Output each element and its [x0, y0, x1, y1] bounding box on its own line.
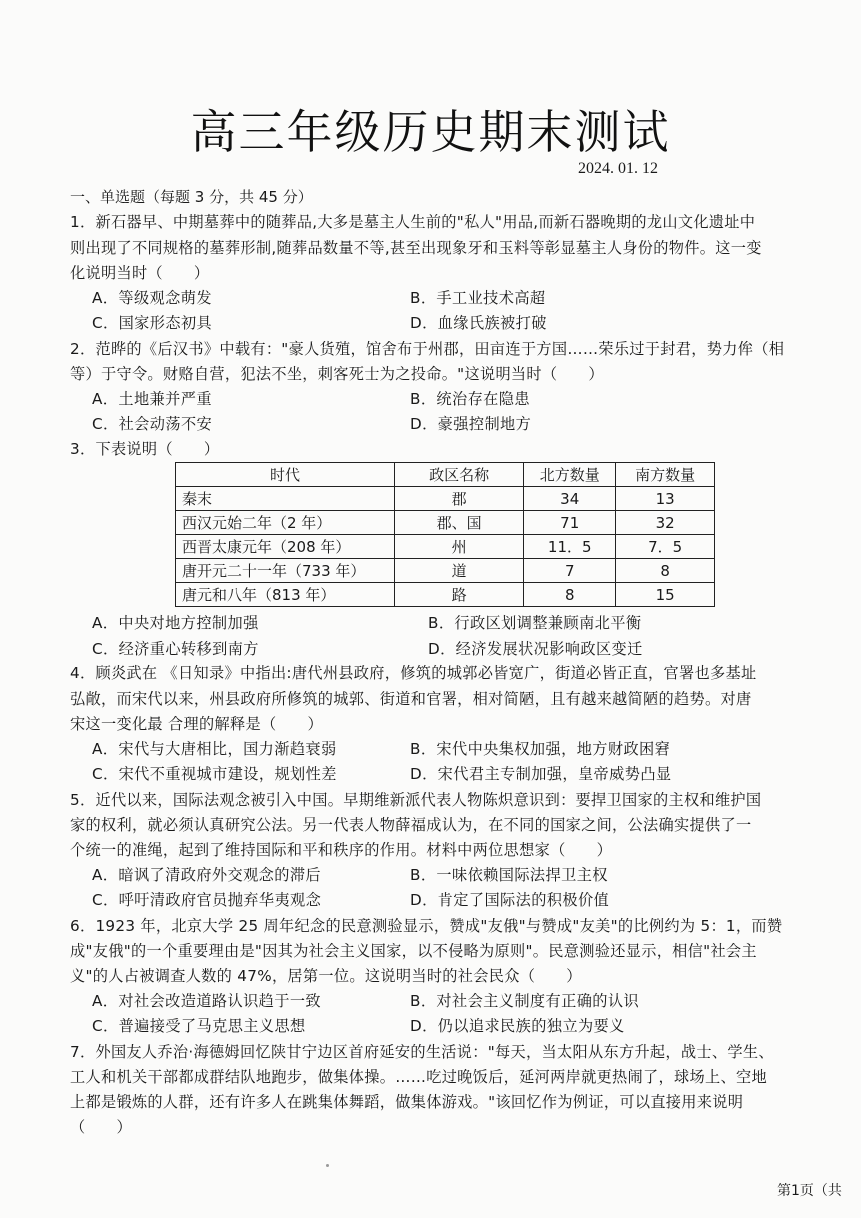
question-3-option-c[interactable]: C．经济重心转移到南方: [92, 640, 259, 658]
question-6-line-1: 6．1923 年，北京大学 25 周年纪念的民意测验显示，赞成"友俄"与赞成"友美"的比例约为 5：1，而赞: [70, 917, 783, 935]
question-7-line-1: 7．外国友人乔治·海德姆回忆陕甘宁边区首府延安的生活说："每天，当太阳从东方升起，战士、学生、: [70, 1043, 774, 1061]
question-7-line-2: 工人和机关干部都成群结队地跑步，做集体操。……吃过晚饭后，延河两岸就更热闹了，球场上、空地: [70, 1068, 767, 1086]
question-3-option-d[interactable]: D．经济发展状况影响政区变迁: [428, 640, 643, 658]
table-cell-north: 11．5: [524, 535, 616, 559]
question-2-line-2: 等）于守令。财赂自营，犯法不坐，刺客死士为之投命。"这说明当时（ ）: [70, 365, 604, 383]
table-row: [176, 535, 715, 559]
table-cell-north: 71: [524, 511, 616, 535]
question-4-line-2: 弘敞，而宋代以来，州县政府所修筑的城郭、街道和官署，相对简陋，且有越来越简陋的趋势。对唐: [70, 690, 752, 708]
question-6-option-a[interactable]: A．对社会改造道路认识趋于一致: [92, 992, 322, 1010]
table-cell-era: 西汉元始二年（2 年）: [176, 511, 395, 535]
table-cell-south: 7．5: [616, 535, 715, 559]
question-5-line-1: 5．近代以来，国际法观念被引入中国。早期维新派代表人物陈炽意识到：要捍卫国家的主权和维护国: [70, 791, 762, 809]
table-cell-era: 秦末: [176, 487, 395, 511]
question-6-option-c[interactable]: C．普遍接受了马克思主义思想: [92, 1017, 306, 1035]
question-1-line-3: 化说明当时（ ）: [70, 264, 210, 282]
table-cell-division: 郡: [395, 487, 524, 511]
question-6-option-d[interactable]: D．仍以追求民族的独立为要义: [410, 1017, 625, 1035]
question-2-option-c[interactable]: C．社会动荡不安: [92, 415, 213, 433]
question-2-option-b[interactable]: B．统治存在隐患: [410, 390, 530, 408]
question-3-line-1: 3．下表说明（ ）: [70, 440, 220, 458]
question-5-option-c[interactable]: C．呼吁清政府官员抛弃华夷观念: [92, 891, 322, 909]
table-header-division-name: 政区名称: [395, 463, 524, 487]
table-row: [176, 583, 715, 607]
table-cell-division: 郡、国: [395, 511, 524, 535]
table-cell-division: 路: [395, 583, 524, 607]
table-cell-division: 道: [395, 559, 524, 583]
question-1-option-c[interactable]: C．国家形态初具: [92, 314, 213, 332]
table-cell-south: 13: [616, 487, 715, 511]
table-header-era: 时代: [176, 463, 395, 487]
table-cell-era: 唐元和八年（813 年）: [176, 583, 395, 607]
table-header-south-count: 南方数量: [616, 463, 715, 487]
table-cell-era: 西晋太康元年（208 年）: [176, 535, 395, 559]
table-row: [176, 511, 715, 535]
table-cell-south: 32: [616, 511, 715, 535]
question-3-option-a[interactable]: A．中央对地方控制加强: [92, 614, 259, 632]
question-5-option-d[interactable]: D．肯定了国际法的积极价值: [410, 891, 610, 909]
administrative-division-table: [175, 462, 715, 607]
question-4-option-b[interactable]: B．宋代中央集权加强，地方财政困窘: [410, 740, 671, 758]
question-1-option-d[interactable]: D．血缘氏族被打破: [410, 314, 547, 332]
question-4-option-a[interactable]: A．宋代与大唐相比，国力渐趋衰弱: [92, 740, 337, 758]
table-header-north-count: 北方数量: [524, 463, 616, 487]
table-cell-division: 州: [395, 535, 524, 559]
question-3-option-b[interactable]: B．行政区划调整兼顾南北平衡: [428, 614, 642, 632]
question-6-option-b[interactable]: B．对社会主义制度有正确的认识: [410, 992, 640, 1010]
question-4-line-3: 宋这一变化最 合理的解释是（ ）: [70, 715, 323, 733]
scan-speck: [326, 1164, 329, 1167]
question-5-option-a[interactable]: A．暗讽了清政府外交观念的滞后: [92, 866, 322, 884]
page-title: 高三年级历史期末测试: [190, 105, 671, 159]
question-5-option-b[interactable]: B．一味依赖国际法捍卫主权: [410, 866, 608, 884]
question-5-line-3: 个统一的准绳，起到了维持国际和平和秩序的作用。材料中两位思想家（ ）: [70, 841, 613, 859]
table-cell-south: 8: [616, 559, 715, 583]
question-5-line-2: 家的权利，就必须认真研究公法。另一代表人物薛福成认为，在不同的国家之间，公法确实提供了一: [70, 816, 752, 834]
question-1-option-a[interactable]: A．等级观念萌发: [92, 289, 212, 307]
table-cell-era: 唐开元二十一年（733 年）: [176, 559, 395, 583]
question-6-line-2: 成"友俄"的一个重要理由是"因其为社会主义国家，以不侵略为原则"。民意测验还显示，相信"社会主: [70, 942, 757, 960]
table-cell-north: 34: [524, 487, 616, 511]
table-row: [176, 487, 715, 511]
question-2-line-1: 2．范晔的《后汉书》中载有："豪人货殖，馆舍布于州郡，田亩连于方国……荣乐过于封君，势力侔（相: [70, 340, 785, 358]
question-1-line-1: 1．新石器早、中期墓葬中的随葬品,大多是墓主人生前的"私人"用品,而新石器晚期的龙山文化遗址中: [70, 213, 756, 231]
question-1-option-b[interactable]: B．手工业技术高超: [410, 289, 546, 307]
exam-date: 2024. 01. 12: [578, 160, 658, 177]
table-cell-north: 8: [524, 583, 616, 607]
page-number: 第1页（共: [777, 1183, 842, 1199]
question-4-line-1: 4．顾炎武在 《日知录》中指出:唐代州县政府，修筑的城郭必皆宽广，街道必皆正直，官署也多基址: [70, 664, 757, 682]
question-4-option-c[interactable]: C．宋代不重视城市建设，规划性差: [92, 765, 337, 783]
question-7-line-3: 上都是锻炼的人群，还有许多人在跳集体舞蹈，做集体游戏。"该回忆作为例证，可以直接用来说明: [70, 1093, 744, 1111]
table-header-row: [176, 463, 715, 487]
question-4-option-d[interactable]: D．宋代君主专制加强，皇帝威势凸显: [410, 765, 672, 783]
question-2-option-a[interactable]: A．土地兼并严重: [92, 390, 212, 408]
table-cell-south: 15: [616, 583, 715, 607]
section-heading: 一、单选题（每题 3 分，共 45 分）: [70, 188, 313, 206]
question-2-option-d[interactable]: D．豪强控制地方: [410, 415, 532, 433]
question-1-line-2: 则出现了不同规格的墓葬形制,随葬品数量不等,甚至出现象牙和玉料等彰显墓主人身份的物件。这一变: [70, 239, 762, 257]
table-row: [176, 559, 715, 583]
table-cell-north: 7: [524, 559, 616, 583]
question-6-line-3: 义"的人占被调查人数的 47%，居第一位。这说明当时的社会民众（ ）: [70, 967, 582, 985]
question-7-line-4: （ ）: [70, 1118, 132, 1136]
